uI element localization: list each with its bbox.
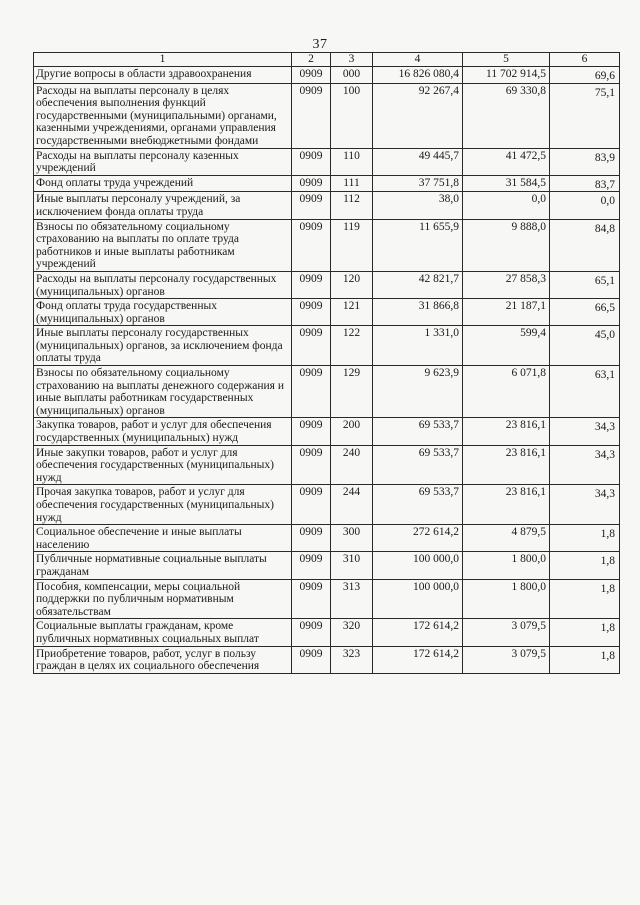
row-name-cell: Иные выплаты персоналу учреждений, за исключением фонда оплаты труда [34, 192, 292, 219]
planned-amount-cell: 16 826 080,4 [373, 67, 463, 84]
section-code-cell: 0909 [292, 299, 331, 326]
executed-amount-cell: 11 702 914,5 [463, 67, 550, 84]
section-code-cell: 0909 [292, 366, 331, 418]
row-name-cell: Иные закупки товаров, работ и услуг для обеспечения государственных (муниципальных) нужд [34, 445, 292, 485]
table-row [34, 418, 620, 445]
row-name-cell: Прочая закупка товаров, работ и услуг для обеспечения государственных (муниципальных) нужд [34, 485, 292, 525]
planned-amount-cell: 31 866,8 [373, 299, 463, 326]
column-header: 6 [550, 53, 620, 67]
section-code-cell: 0909 [292, 485, 331, 525]
table-row [34, 619, 620, 646]
planned-amount-cell: 11 655,9 [373, 219, 463, 271]
execution-percent-cell [550, 67, 620, 84]
execution-percent-value: 1,8 [600, 528, 615, 541]
section-code-cell: 0909 [292, 175, 331, 192]
expense-type-cell: 100 [331, 83, 373, 148]
table-row [34, 646, 620, 673]
execution-percent-value: 75,1 [594, 86, 615, 99]
planned-amount-cell: 92 267,4 [373, 83, 463, 148]
header-row [34, 53, 620, 67]
row-name-cell: Приобретение товаров, работ, услуг в пользу граждан в целях их социального обеспечения [34, 646, 292, 673]
executed-amount-cell: 23 816,1 [463, 418, 550, 445]
execution-percent-value: 34,3 [594, 421, 615, 434]
planned-amount-cell: 172 614,2 [373, 619, 463, 646]
table-row [34, 525, 620, 552]
execution-percent-value: 34,3 [594, 448, 615, 461]
expense-type-cell: 310 [331, 552, 373, 579]
row-name-cell: Фонд оплаты труда учреждений [34, 175, 292, 192]
planned-amount-cell: 69 533,7 [373, 418, 463, 445]
expense-type-cell: 000 [331, 67, 373, 84]
table-row [34, 175, 620, 192]
table-row [34, 445, 620, 485]
execution-percent-value: 34,3 [594, 488, 615, 501]
executed-amount-cell: 23 816,1 [463, 485, 550, 525]
execution-percent-value: 1,8 [600, 582, 615, 595]
planned-amount-cell: 1 331,0 [373, 326, 463, 366]
expense-type-cell: 122 [331, 326, 373, 366]
expense-type-cell: 240 [331, 445, 373, 485]
execution-percent-cell [550, 366, 620, 418]
table-row [34, 67, 620, 84]
executed-amount-cell: 3 079,5 [463, 619, 550, 646]
expense-type-cell: 320 [331, 619, 373, 646]
planned-amount-cell: 49 445,7 [373, 148, 463, 175]
section-code-cell: 0909 [292, 192, 331, 219]
column-header: 5 [463, 53, 550, 67]
section-code-cell: 0909 [292, 418, 331, 445]
table-row [34, 271, 620, 298]
row-name-cell: Закупка товаров, работ и услуг для обеспечения государственных (муниципальных) нужд [34, 418, 292, 445]
column-header: 2 [292, 53, 331, 67]
execution-percent-value: 1,8 [600, 622, 615, 635]
expense-type-cell: 313 [331, 579, 373, 619]
execution-percent-cell [550, 148, 620, 175]
execution-percent-cell [550, 525, 620, 552]
row-name-cell: Взносы по обязательному социальному страхованию на выплаты денежного содержания и иные выплаты работникам государственных (муниципальных) органов [34, 366, 292, 418]
expense-type-cell: 244 [331, 485, 373, 525]
row-name-cell: Социальные выплаты гражданам, кроме публичных нормативных социальных выплат [34, 619, 292, 646]
executed-amount-cell: 1 800,0 [463, 552, 550, 579]
executed-amount-cell: 31 584,5 [463, 175, 550, 192]
execution-percent-cell [550, 619, 620, 646]
execution-percent-cell [550, 299, 620, 326]
section-code-cell: 0909 [292, 67, 331, 84]
executed-amount-cell: 23 816,1 [463, 445, 550, 485]
table-row [34, 552, 620, 579]
planned-amount-cell: 100 000,0 [373, 579, 463, 619]
executed-amount-cell: 27 858,3 [463, 271, 550, 298]
row-name-cell: Иные выплаты персоналу государственных (муниципальных) органов, за исключением фонда оплаты труда [34, 326, 292, 366]
row-name-cell: Взносы по обязательному социальному страхованию на выплаты по оплате труда работников и иные выплаты работникам учреждений [34, 219, 292, 271]
execution-percent-cell [550, 646, 620, 673]
table-row [34, 148, 620, 175]
column-header: 3 [331, 53, 373, 67]
executed-amount-cell: 1 800,0 [463, 579, 550, 619]
expense-type-cell: 110 [331, 148, 373, 175]
executed-amount-cell: 6 071,8 [463, 366, 550, 418]
execution-percent-cell [550, 579, 620, 619]
section-code-cell: 0909 [292, 219, 331, 271]
planned-amount-cell: 69 533,7 [373, 445, 463, 485]
section-code-cell: 0909 [292, 579, 331, 619]
executed-amount-cell: 3 079,5 [463, 646, 550, 673]
planned-amount-cell: 272 614,2 [373, 525, 463, 552]
section-code-cell: 0909 [292, 525, 331, 552]
section-code-cell: 0909 [292, 83, 331, 148]
row-name-cell: Расходы на выплаты персоналу казенных учреждений [34, 148, 292, 175]
expense-type-cell: 300 [331, 525, 373, 552]
row-name-cell: Пособия, компенсации, меры социальной поддержки по публичным нормативным обязательствам [34, 579, 292, 619]
budget-table [33, 52, 620, 674]
row-name-cell: Публичные нормативные социальные выплаты гражданам [34, 552, 292, 579]
execution-percent-value: 65,1 [594, 274, 615, 287]
execution-percent-cell [550, 445, 620, 485]
execution-percent-value: 1,8 [600, 555, 615, 568]
execution-percent-value: 45,0 [594, 329, 615, 342]
executed-amount-cell: 9 888,0 [463, 219, 550, 271]
section-code-cell: 0909 [292, 646, 331, 673]
executed-amount-cell: 21 187,1 [463, 299, 550, 326]
expense-type-cell: 111 [331, 175, 373, 192]
planned-amount-cell: 69 533,7 [373, 485, 463, 525]
table-row [34, 485, 620, 525]
executed-amount-cell: 69 330,8 [463, 83, 550, 148]
table-row [34, 219, 620, 271]
execution-percent-value: 84,8 [594, 222, 615, 235]
execution-percent-cell [550, 485, 620, 525]
page-number: 37 [312, 37, 328, 52]
executed-amount-cell: 4 879,5 [463, 525, 550, 552]
section-code-cell: 0909 [292, 148, 331, 175]
execution-percent-value: 83,9 [594, 151, 615, 164]
execution-percent-value: 1,8 [600, 649, 615, 662]
execution-percent-cell [550, 175, 620, 192]
table-row [34, 192, 620, 219]
expense-type-cell: 120 [331, 271, 373, 298]
column-header: 4 [373, 53, 463, 67]
row-name-cell: Фонд оплаты труда государственных (муниципальных) органов [34, 299, 292, 326]
expense-type-cell: 119 [331, 219, 373, 271]
execution-percent-cell [550, 219, 620, 271]
section-code-cell: 0909 [292, 619, 331, 646]
row-name-cell: Расходы на выплаты персоналу государственных (муниципальных) органов [34, 271, 292, 298]
table-row [34, 326, 620, 366]
planned-amount-cell: 37 751,8 [373, 175, 463, 192]
planned-amount-cell: 42 821,7 [373, 271, 463, 298]
executed-amount-cell: 41 472,5 [463, 148, 550, 175]
execution-percent-cell [550, 326, 620, 366]
execution-percent-cell [550, 271, 620, 298]
table-row [34, 299, 620, 326]
execution-percent-cell [550, 83, 620, 148]
row-name-cell: Социальное обеспечение и иные выплаты населению [34, 525, 292, 552]
execution-percent-value: 69,6 [594, 70, 615, 82]
execution-percent-value: 63,1 [594, 369, 615, 382]
execution-percent-cell [550, 552, 620, 579]
expense-type-cell: 323 [331, 646, 373, 673]
section-code-cell: 0909 [292, 445, 331, 485]
planned-amount-cell: 38,0 [373, 192, 463, 219]
expense-type-cell: 129 [331, 366, 373, 418]
section-code-cell: 0909 [292, 326, 331, 366]
row-name-cell: Другие вопросы в области здравоохранения [34, 67, 292, 84]
expense-type-cell: 200 [331, 418, 373, 445]
expense-type-cell: 121 [331, 299, 373, 326]
executed-amount-cell: 0,0 [463, 192, 550, 219]
execution-percent-cell [550, 418, 620, 445]
execution-percent-cell [550, 192, 620, 219]
section-code-cell: 0909 [292, 552, 331, 579]
column-header: 1 [34, 53, 292, 67]
table-row [34, 579, 620, 619]
expense-type-cell: 112 [331, 192, 373, 219]
execution-percent-value: 0,0 [600, 195, 615, 208]
executed-amount-cell: 599,4 [463, 326, 550, 366]
section-code-cell: 0909 [292, 271, 331, 298]
table-row [34, 366, 620, 418]
planned-amount-cell: 9 623,9 [373, 366, 463, 418]
execution-percent-value: 66,5 [594, 302, 615, 315]
execution-percent-value: 83,7 [594, 178, 615, 191]
planned-amount-cell: 172 614,2 [373, 646, 463, 673]
planned-amount-cell: 100 000,0 [373, 552, 463, 579]
table-row [34, 83, 620, 148]
row-name-cell: Расходы на выплаты персоналу в целях обеспечения выполнения функций государственными (муниципальными) органами, казенными учреждениями, органами управления государственными внебюджетными фондами [34, 83, 292, 148]
